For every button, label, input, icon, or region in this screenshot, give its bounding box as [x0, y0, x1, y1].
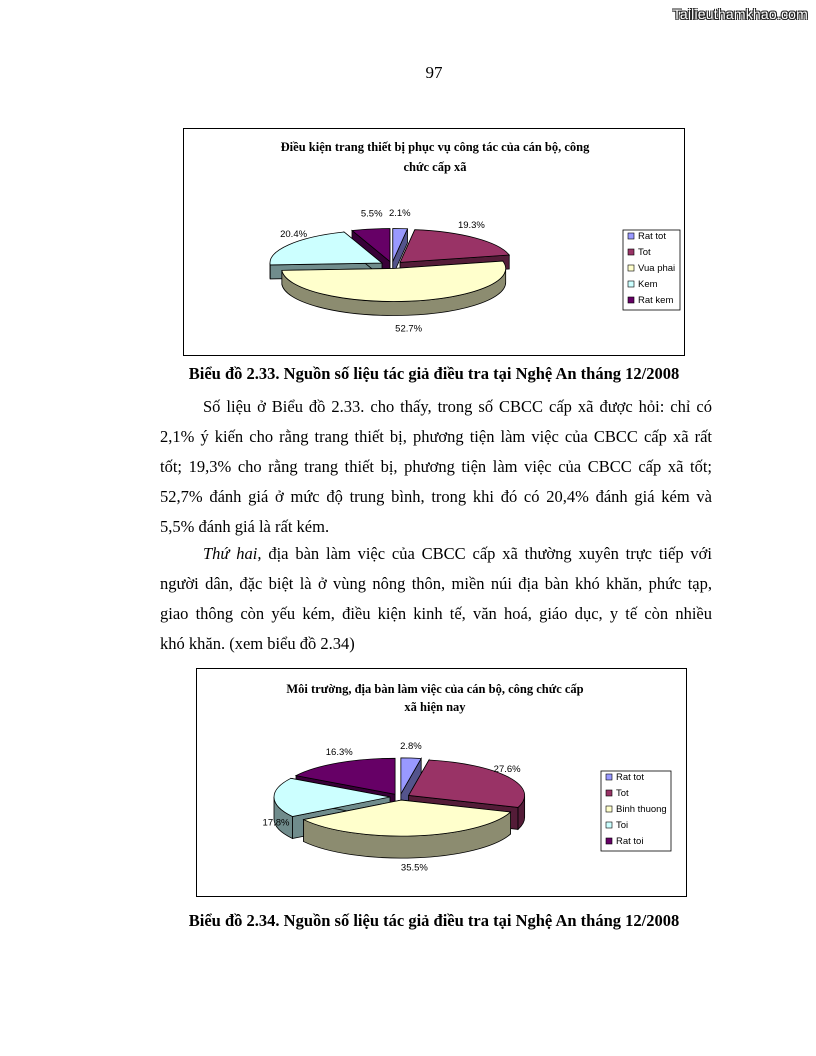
watermark: Tailieuthamkhao.com [672, 6, 808, 22]
data-label-rat-tot: 2.1% [388, 208, 411, 220]
data-label-tot: 27.6% [493, 763, 521, 775]
data-label-toi: 17.8% [262, 817, 290, 829]
chart-1-title-line-2: chức cấp xã [403, 160, 467, 174]
chart-2-title-line-2: xã hiện nay [404, 700, 466, 714]
paragraph-1 [160, 392, 712, 542]
legend-label-rat-tot: Rat tot [616, 772, 644, 783]
data-label-rat-toi: 16.3% [325, 746, 353, 758]
chart-1-legend [623, 230, 680, 310]
paragraph-1-line-2: 2,1% ý kiến cho rằng trang thiết bị, phương tiện làm việc của CBCC cấp xã rất [160, 427, 712, 446]
paragraph-2-line-1 [160, 539, 712, 569]
chart-2-legend [601, 771, 671, 851]
chart-2-svg [197, 669, 686, 896]
data-label-rat-tot: 2.8% [400, 741, 422, 753]
chart-2-title-line-1: Môi trường, địa bàn làm việc của cán bộ, công chức cấp [286, 682, 584, 696]
legend-swatch-toi [606, 822, 612, 828]
legend-label-vua-phai: Vua phai [638, 263, 676, 274]
data-label-kem: 20.4% [280, 229, 308, 241]
legend-swatch-binh-thuong [606, 806, 612, 812]
paragraph-1-line-4: 52,7% đánh giá ở mức độ trung bình, trong khi đó có 20,4% đánh giá kém và [160, 487, 712, 506]
paragraph-2-line-4: khó khăn. (xem biểu đồ 2.34) [160, 634, 355, 653]
chart-1 [183, 128, 685, 356]
data-label-rat-kem: 5.5% [360, 208, 383, 220]
legend-label-binh-thuong: Binh thuong [616, 804, 667, 815]
legend-swatch-rat-tot [628, 233, 634, 239]
legend-swatch-rat-kem [628, 297, 634, 303]
legend-swatch-tot [606, 790, 612, 796]
legend-swatch-tot [628, 249, 634, 255]
legend-swatch-vua-phai [628, 265, 634, 271]
legend-swatch-rat-tot [606, 774, 612, 780]
chart-1-title-line-1: Điều kiện trang thiết bị phục vụ công tác của cán bộ, công [280, 140, 590, 154]
data-label-tot: 19.3% [457, 220, 485, 232]
paragraph-1-line-3: tốt; 19,3% cho rằng trang thiết bị, phương tiện làm việc của CBCC cấp xã tốt; [160, 457, 712, 476]
paragraph-1-line-1: Số liệu ở Biểu đồ 2.33. cho thấy, trong số CBCC cấp xã được hỏi: chỉ có [203, 397, 712, 416]
chart-2-title [286, 682, 583, 714]
paragraph-2-line-2: người dân, đặc biệt là ở vùng nông thôn, miền núi địa bàn khó khăn, phức tạp, [160, 574, 712, 593]
data-label-vua-phai: 52.7% [395, 323, 423, 335]
page-number: 97 [425, 63, 443, 82]
chart-1-title [281, 140, 590, 174]
legend-label-kem: Kem [638, 279, 658, 290]
paragraph-2-first-line-rest: địa bàn làm việc của CBCC cấp xã thường xuyên trực tiếp với [261, 544, 712, 563]
legend-swatch-rat-toi [606, 838, 612, 844]
legend-label-rat-kem: Rat kem [638, 295, 674, 306]
caption-chart-1: Biểu đồ 2.33. Nguồn số liệu tác giả điều tra tại Nghệ An tháng 12/2008 [188, 364, 680, 383]
legend-swatch-kem [628, 281, 634, 287]
legend-label-rat-tot: Rat tot [638, 231, 666, 242]
paragraph-2 [160, 539, 712, 659]
paragraph-2-line-3: giao thông còn yếu kém, điều kiện kinh tế, văn hoá, giáo dục, y tế còn nhiều [160, 604, 712, 623]
paragraph-2-italic-lead: Thứ hai, [203, 544, 262, 563]
legend-label-tot: Tot [638, 247, 651, 258]
chart-1-svg [184, 129, 684, 355]
legend-label-tot: Tot [616, 788, 629, 799]
paragraph-1-line-5: 5,5% đánh giá là rất kém. [160, 517, 330, 536]
data-label-binh-thuong: 35.5% [400, 862, 428, 874]
legend-label-toi: Toi [616, 820, 629, 831]
legend-label-rat-toi: Rat toi [616, 836, 644, 847]
caption-chart-2: Biểu đồ 2.34. Nguồn số liệu tác giả điều tra tại Nghệ An tháng 12/2008 [188, 911, 680, 930]
chart-2 [196, 668, 687, 897]
